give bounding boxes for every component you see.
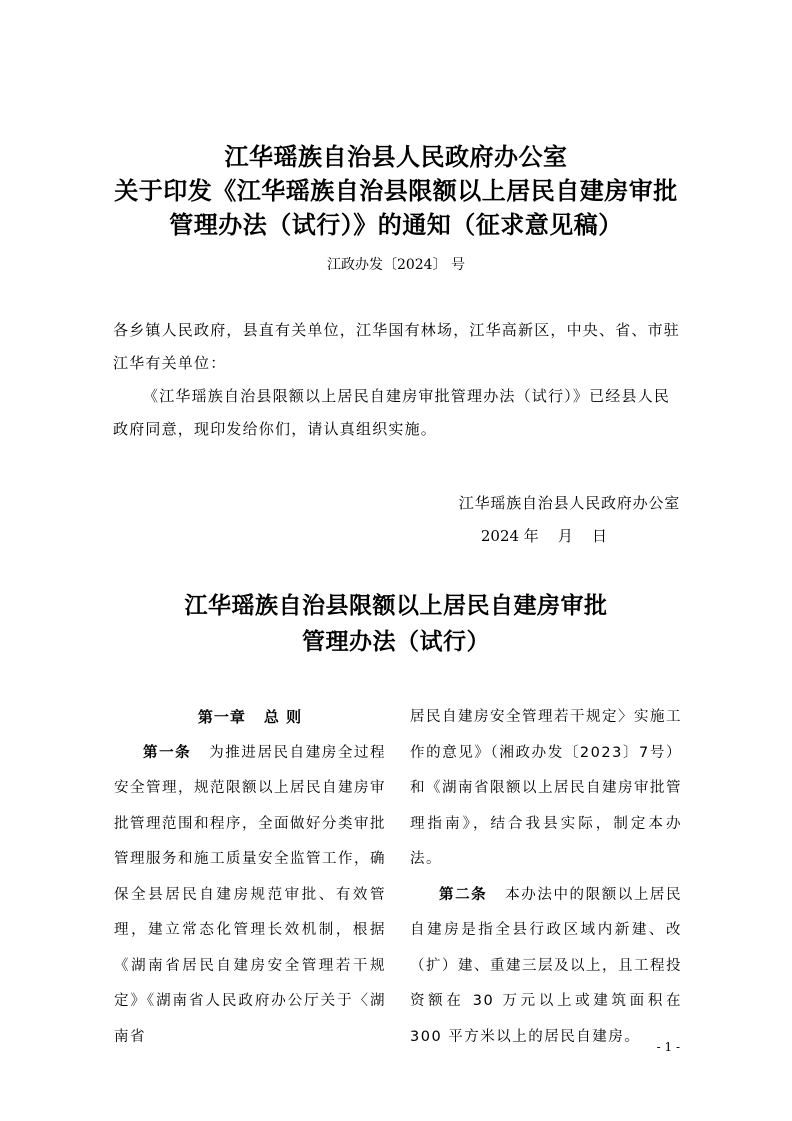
regulation-title: [0, 588, 792, 660]
notice-body: 《江华瑶族自治县限额以上居民自建房审批管理办法（试行）》已经县人民政府同意，现印发给你们，请认真组织实施。: [113, 387, 671, 438]
chapter-number: 第一章: [197, 708, 246, 726]
issuer-signature: 江华瑶族自治县人民政府办公室: [458, 494, 680, 512]
left-column: [114, 700, 386, 1055]
article-2-label: 第二条: [439, 886, 488, 903]
issue-date: [481, 525, 607, 546]
page-number: - 1 -: [656, 1040, 680, 1054]
regulation-title-line-2: 管理办法（试行）: [302, 628, 490, 655]
chapter-heading: [114, 700, 386, 736]
issue-date-month: 月: [557, 527, 573, 545]
chapter-name: 总 则: [263, 708, 303, 726]
article-1-continued: 居民自建房安全管理若干规定〉实施工作的意见》（湘政办发〔2023〕7号）和《湖南省限额以上居民自建房审批管理指南》，结合我县实际，制定本办法。: [410, 709, 682, 867]
issue-date-year: 2024 年: [480, 527, 539, 545]
regulation-title-line-1: 江华瑶族自治县限额以上居民自建房审批: [184, 592, 608, 619]
notice-title-line-2: 关于印发《江华瑶族自治县限额以上居民自建房审批: [114, 176, 678, 205]
article-1-label: 第一条: [143, 744, 192, 761]
article-2-text: 本办法中的限额以上居民自建房是指全县行政区域内新建、改（扩）建、重建三层及以上，且工程投资额在 30 万元以上或建筑面积在 300 平方米以上的居民自建房。: [410, 886, 683, 1045]
notice-title-line-3: 管理办法（试行）》的通知（征求意见稿）: [169, 210, 623, 239]
document-number: 江政办发〔2024〕 号: [326, 257, 466, 273]
notice-title: [0, 140, 792, 242]
article-1-text: 为推进居民自建房全过程安全管理，规范限额以上居民自建房审批管理范围和程序，全面做好分类审批管理服务和施工质量安全监管工作，确保全县居民自建房规范审批、有效管理，建立常态化管理长效机制，根据《湖南省居民自建房安全管理若干规定》《湖南省人民政府办公厅关于〈湖南省: [114, 744, 387, 1045]
article-1: [114, 736, 386, 1056]
article-2: [410, 878, 682, 1056]
addressee: 各乡镇人民政府，县直有关单位，江华国有林场，江华高新区，中央、省、市驻江华有关单位：: [113, 321, 681, 372]
notice-title-line-1: 江华瑶族自治县人民政府办公室: [224, 142, 568, 171]
right-column: [410, 700, 682, 1055]
issue-date-day: 日: [591, 527, 607, 545]
